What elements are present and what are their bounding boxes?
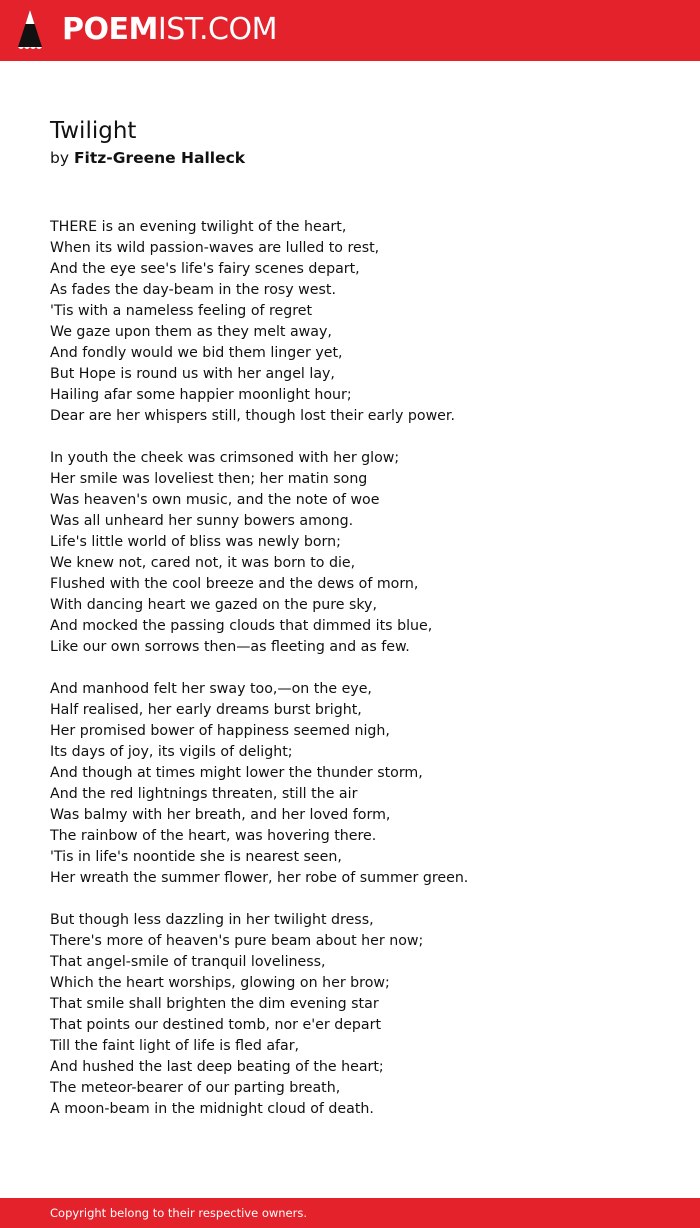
- poem-line: Its days of joy, its vigils of delight;: [50, 744, 293, 760]
- poem-line: The rainbow of the heart, was hovering there.: [50, 828, 377, 844]
- poem-line: Life's little world of bliss was newly born;: [50, 534, 341, 550]
- poem-line: We knew not, cared not, it was born to die,: [50, 555, 356, 571]
- poem-line: Which the heart worships, glowing on her brow;: [50, 975, 390, 991]
- author-name: Fitz-Greene Halleck: [73, 149, 246, 167]
- poem-line: Hailing afar some happier moonlight hour;: [50, 387, 352, 403]
- poem-line: And hushed the last deep beating of the heart;: [50, 1059, 384, 1075]
- site-logo[interactable]: [62, 12, 277, 48]
- site-header: [0, 0, 700, 61]
- poem-body: [50, 217, 670, 1120]
- poem-line: And the eye see's life's fairy scenes depart,: [50, 261, 360, 277]
- poem-line: And manhood felt her sway too,—on the eye,: [50, 681, 372, 697]
- poem-line: Was all unheard her sunny bowers among.: [50, 513, 354, 529]
- poem-line: When its wild passion-waves are lulled to rest,: [50, 240, 380, 256]
- poem-line: Her promised bower of happiness seemed nigh,: [50, 723, 390, 739]
- poem-line: And the red lightnings threaten, still the air: [50, 786, 358, 802]
- poem-line: A moon-beam in the midnight cloud of death.: [50, 1101, 374, 1117]
- copyright-text: Copyright belong to their respective owners.: [50, 1206, 308, 1220]
- poem-line: As fades the day-beam in the rosy west.: [50, 282, 336, 298]
- poem-line: THERE is an evening twilight of the heart,: [50, 219, 347, 235]
- poem-line: That angel-smile of tranquil loveliness,: [50, 954, 326, 970]
- logo-light-text: IST.COM: [157, 12, 277, 47]
- poem-line: Was balmy with her breath, and her loved form,: [50, 807, 391, 823]
- site-footer: [0, 1198, 700, 1228]
- poem-line: Her smile was loveliest then; her matin song: [50, 471, 368, 487]
- poem-line: In youth the cheek was crimsoned with her glow;: [50, 450, 400, 466]
- stanza: [50, 679, 670, 889]
- byline: [50, 147, 670, 169]
- poem-container: [50, 116, 670, 1141]
- poem-line: But though less dazzling in her twilight dress,: [50, 912, 374, 928]
- poem-line: And mocked the passing clouds that dimmed its blue,: [50, 618, 433, 634]
- poem-line: There's more of heaven's pure beam about her now;: [50, 933, 424, 949]
- poem-line: Till the faint light of life is fled afar,: [50, 1038, 300, 1054]
- poem-line: That smile shall brighten the dim evening star: [50, 996, 379, 1012]
- poem-line: Like our own sorrows then—as fleeting and as few.: [50, 639, 410, 655]
- poem-line: That points our destined tomb, nor e'er depart: [50, 1017, 382, 1033]
- stanza: [50, 217, 670, 427]
- poem-line: The meteor-bearer of our parting breath,: [50, 1080, 341, 1096]
- poem-line: We gaze upon them as they melt away,: [50, 324, 332, 340]
- poem-line: Her wreath the summer flower, her robe of summer green.: [50, 870, 469, 886]
- poem-line: Half realised, her early dreams burst bright,: [50, 702, 362, 718]
- poem-line: 'Tis in life's noontide she is nearest seen,: [50, 849, 342, 865]
- pencil-tip-icon[interactable]: [17, 9, 43, 51]
- stanza: [50, 448, 670, 658]
- poem-line: Dear are her whispers still, though lost their early power.: [50, 408, 455, 424]
- logo-bold-text: POEM: [62, 12, 158, 47]
- by-label: by: [50, 149, 70, 167]
- poem-line: And fondly would we bid them linger yet,: [50, 345, 343, 361]
- poem-line: And though at times might lower the thunder storm,: [50, 765, 423, 781]
- poem-line: But Hope is round us with her angel lay,: [50, 366, 335, 382]
- poem-line: Flushed with the cool breeze and the dews of morn,: [50, 576, 419, 592]
- poem-line: With dancing heart we gazed on the pure sky,: [50, 597, 377, 613]
- poem-line: Was heaven's own music, and the note of woe: [50, 492, 380, 508]
- stanza: [50, 910, 670, 1120]
- poem-title: Twilight: [50, 118, 137, 144]
- poem-line: 'Tis with a nameless feeling of regret: [50, 303, 313, 319]
